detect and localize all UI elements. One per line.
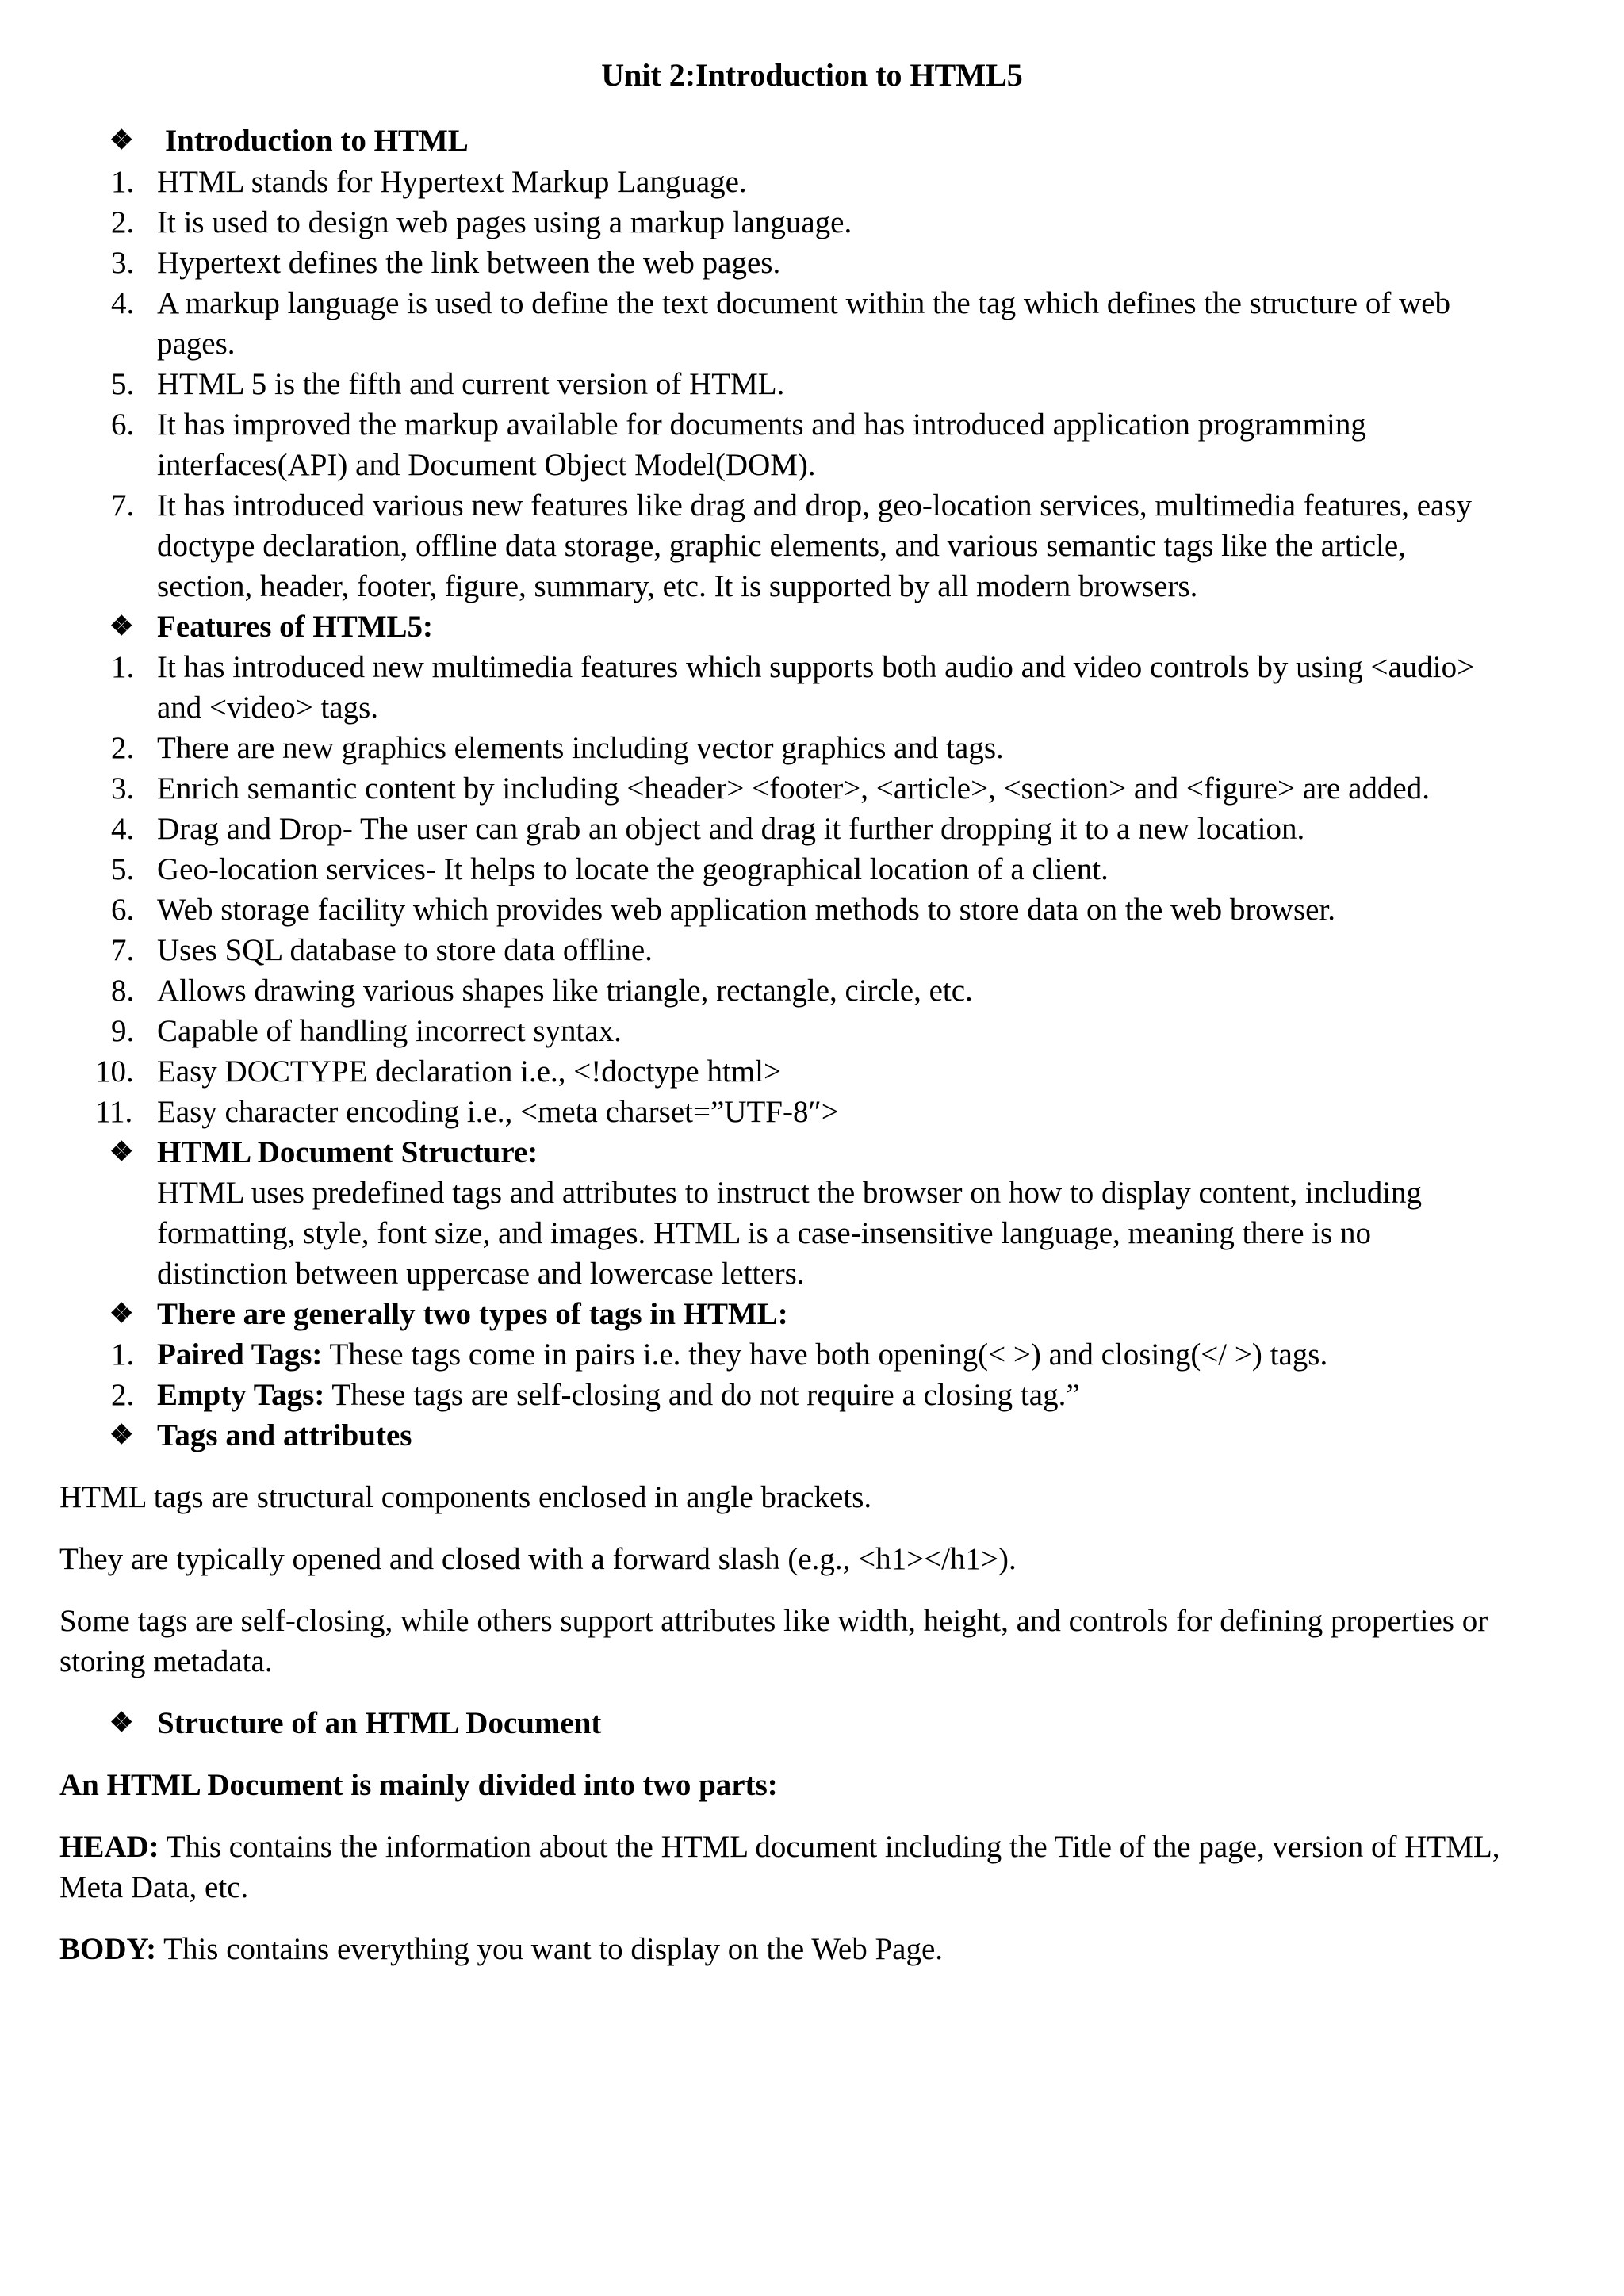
- diamond-bullet-icon: ❖: [109, 1709, 134, 1738]
- heading-text: There are generally two types of tags in HTML:: [157, 1297, 788, 1331]
- heading-text: Introduction to HTML: [165, 124, 469, 158]
- term-label: HEAD:: [59, 1830, 159, 1864]
- heading-text: Features of HTML5:: [157, 610, 434, 644]
- diamond-bullet-icon: ❖: [109, 612, 134, 641]
- heading-text: HTML Document Structure:: [157, 1135, 538, 1169]
- page-title: Unit 2:Introduction to HTML5: [601, 57, 1023, 93]
- term-label: BODY:: [59, 1932, 157, 1966]
- diamond-bullet-icon: ❖: [109, 1138, 134, 1167]
- heading-text: Structure of an HTML Document: [157, 1706, 602, 1740]
- heading-text: Tags and attributes: [157, 1418, 412, 1452]
- diamond-bullet-icon: ❖: [109, 1299, 134, 1329]
- diamond-bullet-icon: ❖: [109, 1421, 134, 1450]
- term-label: Empty Tags:: [157, 1378, 325, 1412]
- diamond-bullet-icon: ❖: [109, 126, 134, 155]
- term-label: Paired Tags:: [157, 1337, 323, 1372]
- document-page: Unit 2:Introduction to HTML5 ❖ Introduction to HTML 1. HTML stands for Hypertext Markup Language. 2. It is used to design web pages using a markup language. 3. Hypertext defines the link between the web pages. 4. A markup language is used to define the text document within the tag which defines the structure of web pages. 5. HTML 5 is the fifth and current version of HTML. 6. It has improved the markup available for documents and has introduced application programming interfaces(API) and Document Object Model(DOM). 7. It has introduced various new features like drag and drop, geo-location services, multimedia features, easy doctype declaration, offline data storage, graphic elements, and various semantic tags like the article, section, header, footer, figure, summary, etc. It is supported by all modern browsers. ❖ Features of HTML5: 1. It has introduced new multimedia features which supports both audio and video controls by using <audio> and <video> tags. 2. There are new graphics elements including vector graphics and tags. 3. Enrich semantic content by including <header> <footer>, <article>, <section> and <figure> are added. 4. Drag and Drop- The user can grab an object and drag it further dropping it to a new location. 5. Geo-location services- It helps to locate the geographical location of a client. 6. Web storage facility which provides web application methods to store data on the web browser. 7. Uses SQL database to store data offline. 8. Allows drawing various shapes like triangle, rectangle, circle, etc. 9. Capable of handling incorrect syntax. 10. Easy DOCTYPE declaration i.e., <!doctype html> 11. Easy character encoding i.e., <meta charset=”UTF-8″> ❖ HTML Document Structure: HTML uses predefined tags and attributes to instruct the browser on how to display content, including formatting, style, font size, and images. HTML is a case-insensitive language, meaning there is no distinction between uppercase and lowercase letters. ❖ There are generally two types of tags in HTML: 1. Paired Tags: These tags come in pairs i.e. they have both opening(< >) and closing(</ >) tags. 2. Empty Tags: These tags are self-closing and do not require a closing tag.” ❖ Tags and attributes HTML tags are structural components enclosed in angle brackets. They are typically opened and closed with a forward slash (e.g., <h1></h1>). Some tags are self-closing, while others support attributes like width, height, and controls for defining properties or storing metadata. ❖ Structure of an HTML Document An HTML Document is mainly divided into two parts: HEAD: This contains the information about the HTML document including the Title of the page, version of HTML, Meta Data, etc. BODY: This contains everything you want to display on the Web Page.: [0, 0, 1624, 2296]
